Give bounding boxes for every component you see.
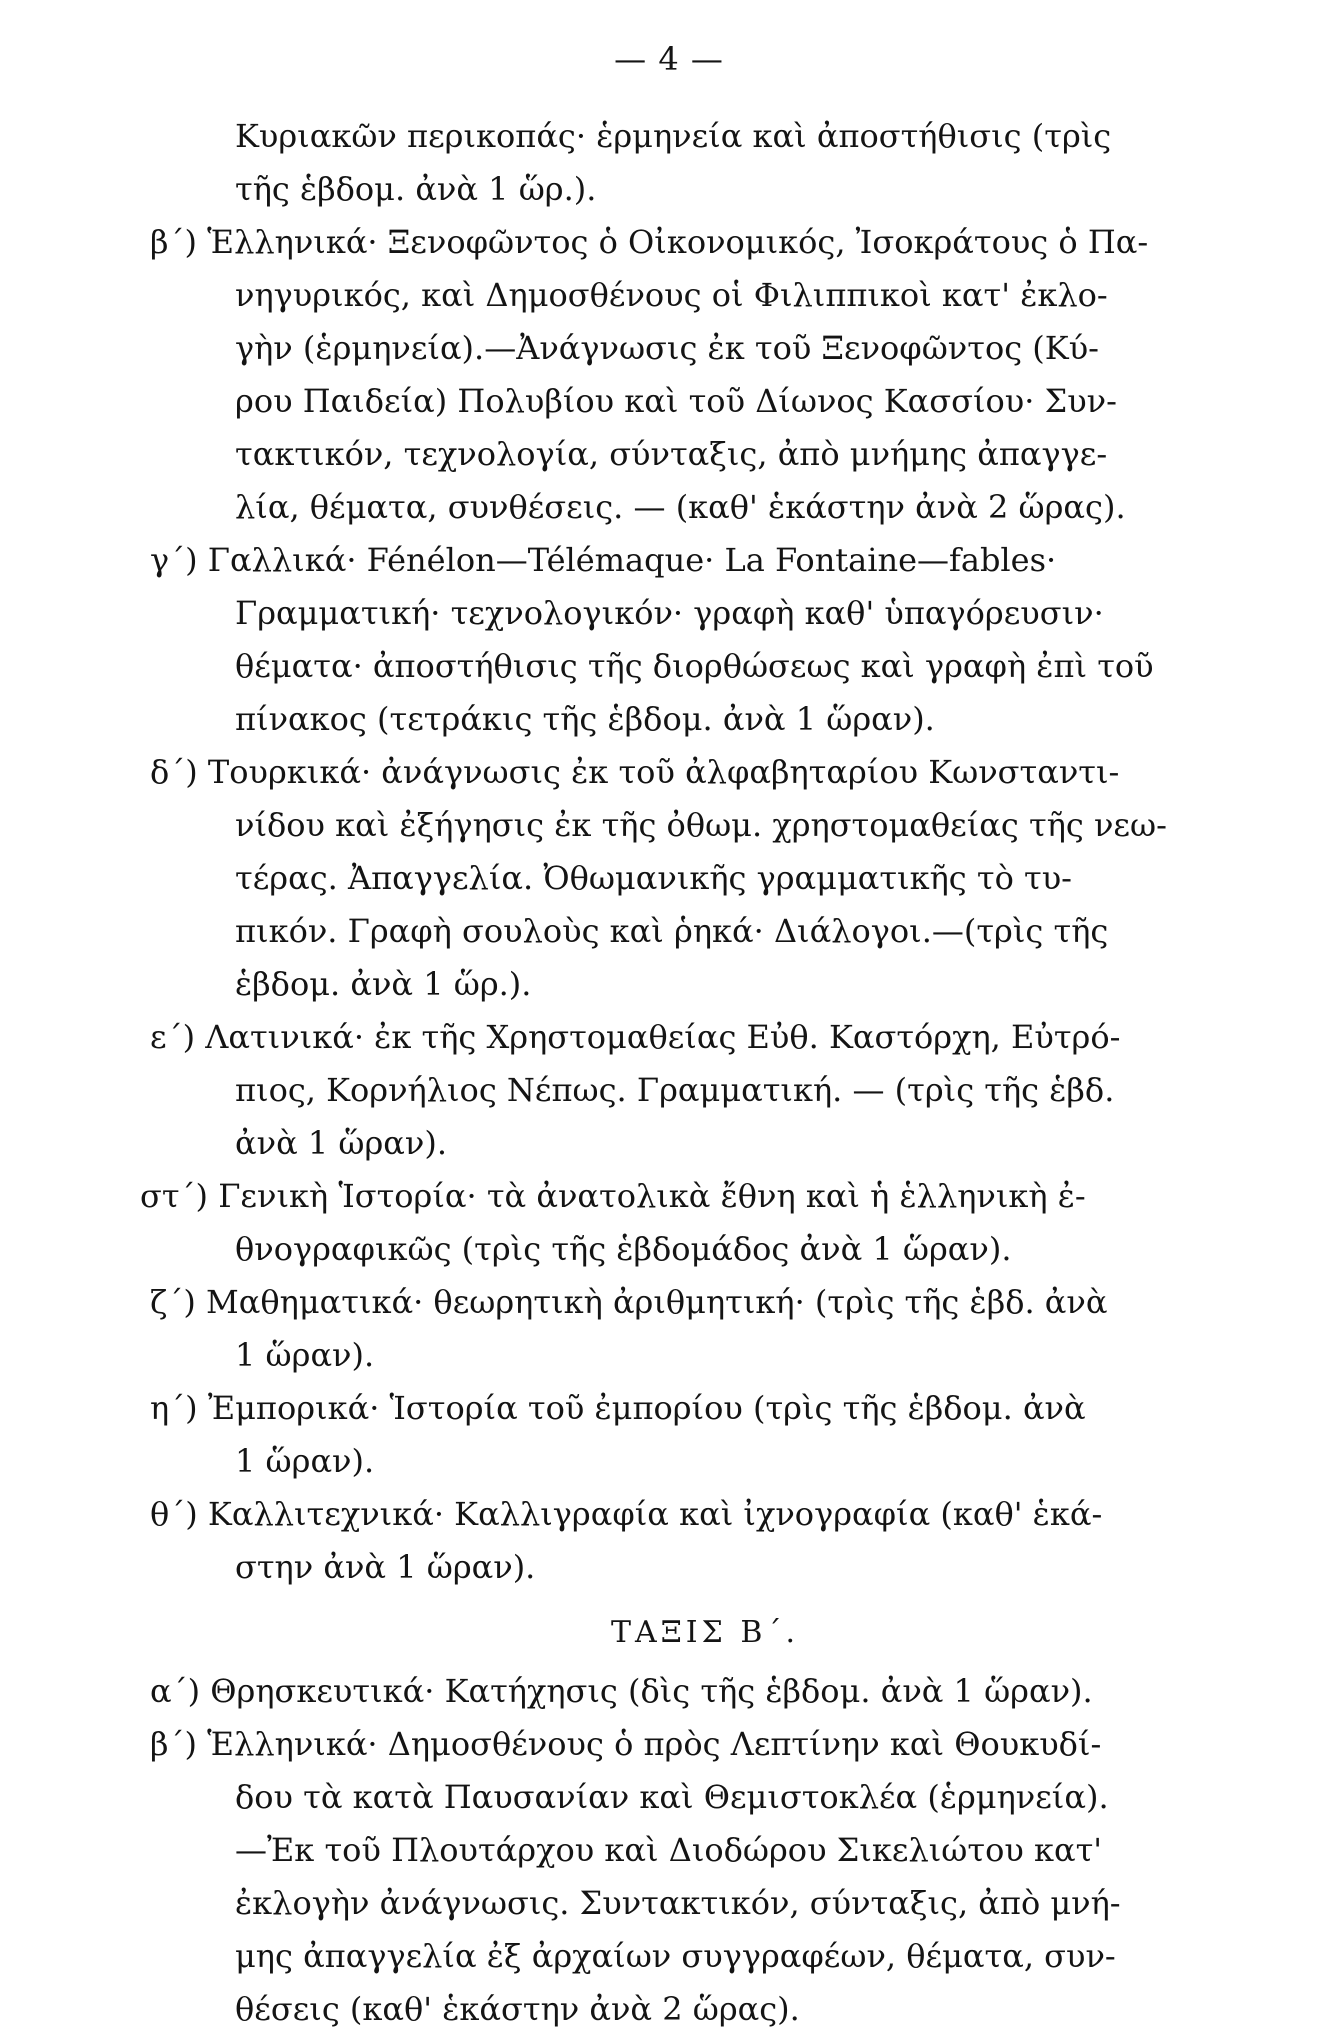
text-line: Γραμματική· τεχνολογικόν· γραφὴ καθ' ὑπαγόρευσιν· [235, 594, 1104, 632]
text-line: νηγυρικός, καὶ Δημοσθένους οἱ Φιλιππικοὶ κατ' ἐκλο- [235, 276, 1108, 314]
text-line: τέρας. Ἀπαγγελία. Ὀθωμανικῆς γραμματικῆς τὸ τυ- [235, 859, 1072, 897]
text-line: β΄) Ἑλληνικά· Ξενοφῶντος ὁ Οἰκονομικός, Ἰσοκράτους ὁ Πα- [150, 223, 1149, 261]
text-line: ζ΄) Μαθηματικά· θεωρητικὴ ἀριθμητική· (τρὶς τῆς ἑβδ. ἀνὰ [150, 1283, 1108, 1321]
text-line: Κυριακῶν περικοπάς· ἑρμηνεία καὶ ἀποστήθισις (τρὶς [235, 117, 1112, 155]
text-line: 1 ὥραν). [235, 1442, 375, 1480]
text-line: μης ἀπαγγελία ἐξ ἀρχαίων συγγραφέων, θέματα, συν- [235, 1937, 1116, 1975]
text-line: δου τὰ κατὰ Παυσανίαν καὶ Θεμιστοκλέα (ἑρμηνεία). [235, 1778, 1109, 1816]
text-line: πίνακος (τετράκις τῆς ἑβδομ. ἀνὰ 1 ὥραν). [235, 700, 935, 738]
text-line: τακτικόν, τεχνολογία, σύνταξις, ἀπὸ μνήμης ἀπαγγε- [235, 435, 1108, 473]
text-line: ρου Παιδεία) Πολυβίου καὶ τοῦ Δίωνος Κασσίου· Συν- [235, 382, 1117, 420]
text-line: πιος, Κορνήλιος Νέπως. Γραμματική. — (τρὶς τῆς ἑβδ. [235, 1071, 1115, 1109]
text-line: θνογραφικῶς (τρὶς τῆς ἑβδομάδος ἀνὰ 1 ὥραν). [235, 1230, 1012, 1268]
text-line: τῆς ἑβδομ. ἀνὰ 1 ὥρ.). [235, 170, 597, 208]
text-line: β΄) Ἑλληνικά· Δημοσθένους ὁ πρὸς Λεπτίνην καὶ Θουκυδί- [150, 1725, 1102, 1763]
text-line: ἐκλογὴν ἀνάγνωσις. Συντακτικόν, σύνταξις, ἀπὸ μνή- [235, 1884, 1121, 1922]
text-line: ἑβδομ. ἀνὰ 1 ὥρ.). [235, 965, 532, 1003]
text-line: —Ἐκ τοῦ Πλουτάρχου καὶ Διοδώρου Σικελιώτου κατ' [235, 1831, 1103, 1869]
text-line: θέσεις (καθ' ἑκάστην ἀνὰ 2 ὥρας). [235, 1990, 800, 2028]
section-heading: ΤΑΞΙΣ Β΄. [611, 1615, 799, 1650]
text-line: θέματα· ἀποστήθισις τῆς διορθώσεως καὶ γραφὴ ἐπὶ τοῦ [235, 647, 1154, 685]
text-line: λία, θέματα, συνθέσεις. — (καθ' ἑκάστην ἀνὰ 2 ὥρας). [235, 488, 1126, 526]
text-line: η΄) Ἐμπορικά· Ἱστορία τοῦ ἐμπορίου (τρὶς τῆς ἑβδομ. ἀνὰ [150, 1389, 1086, 1427]
body-text [140, 110, 1175, 2036]
text-line: ε΄) Λατινικά· ἐκ τῆς Χρηστομαθείας Εὐθ. Καστόρχη, Εὐτρό- [150, 1018, 1121, 1056]
page-number: — 4 — [614, 40, 724, 78]
text-line: στ΄) Γενικὴ Ἱστορία· τὰ ἀνατολικὰ ἔθνη καὶ ἡ ἑλληνικὴ ἐ- [140, 1177, 1086, 1215]
text-line: 1 ὥραν). [235, 1336, 375, 1374]
text-line: στην ἀνὰ 1 ὥραν). [235, 1548, 536, 1586]
text-line: πικόν. Γραφὴ σουλοὺς καὶ ῥηκά· Διάλογοι.—(τρὶς τῆς [235, 912, 1109, 950]
text-line: δ΄) Τουρκικά· ἀνάγνωσις ἐκ τοῦ ἀλφαβηταρίου Κωνσταντι- [150, 753, 1120, 791]
text-line: γ΄) Γαλλικά· Fénélon—Télémaque· La Fontaine—fables· [150, 541, 1057, 579]
text-line: γὴν (ἑρμηνεία).—Ἀνάγνωσις ἐκ τοῦ Ξενοφῶντος (Κύ- [235, 329, 1099, 367]
text-line: ἀνὰ 1 ὥραν). [235, 1124, 447, 1162]
text-line: νίδου καὶ ἐξήγησις ἐκ τῆς ὀθωμ. χρηστομαθείας τῆς νεω- [235, 806, 1167, 844]
text-line: θ΄) Καλλιτεχνικά· Καλλιγραφία καὶ ἰχνογραφία (καθ' ἑκά- [150, 1495, 1103, 1533]
text-line: α΄) Θρησκευτικά· Κατήχησις (δὶς τῆς ἑβδομ. ἀνὰ 1 ὥραν). [150, 1672, 1093, 1710]
